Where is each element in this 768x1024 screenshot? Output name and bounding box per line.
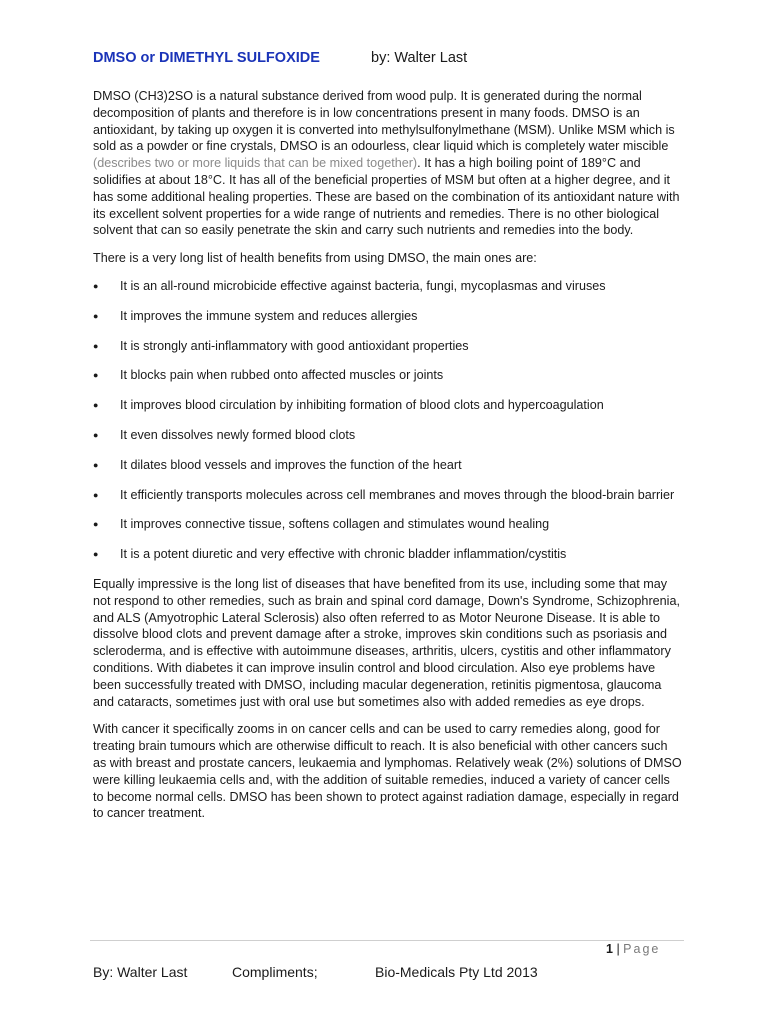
list-item-text: It improves blood circulation by inhibiting formation of blood clots and hypercoagulation <box>120 398 604 413</box>
list-item-text: It is an all-round microbicide effective against bacteria, fungi, mycoplasmas and viruses <box>120 278 606 293</box>
list-item-text: It dilates blood vessels and improves the function of the heart <box>120 457 462 472</box>
document-title: DMSO or DIMETHYL SULFOXIDE <box>93 50 320 66</box>
list-item <box>93 278 683 295</box>
header-row <box>93 50 468 66</box>
list-item <box>93 546 683 563</box>
list-item <box>93 367 683 384</box>
benefits-list <box>93 278 683 563</box>
page-number <box>606 942 660 956</box>
list-item <box>93 397 683 414</box>
list-item <box>93 308 683 325</box>
footer-divider <box>90 940 684 941</box>
miscible-definition: (describes two or more liquids that can be mixed together) <box>93 156 418 171</box>
list-item-text: It is strongly anti-inflammatory with good antioxidant properties <box>120 338 469 353</box>
footer-author: By: Walter Last <box>93 964 188 980</box>
author-byline: by: Walter Last <box>371 50 468 66</box>
document-body <box>93 88 683 833</box>
intro-text-b: . It has a high boiling point of 189°C and solidifies at about 18°C. It has all of the beneficial properties of MSM but often at a higher degree, and it has some additional healing properties. These are based on the combination of its antioxidant nature with its excellent solvent properties for a wide range of nutrients and remedies. There is no other biological solvent that can so easily penetrate the skin and carry such nutrients and remedies into the body. <box>93 156 680 238</box>
bullet-icon: ● <box>93 489 99 500</box>
bullet-icon: ● <box>93 429 99 440</box>
bullet-icon: ● <box>93 519 99 530</box>
footer-company: Bio-Medicals Pty Ltd 2013 <box>375 964 538 980</box>
list-item <box>93 516 683 533</box>
page-number-value: 1 <box>606 942 613 956</box>
bullet-icon: ● <box>93 310 99 321</box>
list-item-text: It even dissolves newly formed blood clots <box>120 427 356 442</box>
list-item-text: It is a potent diuretic and very effective with chronic bladder inflammation/cystitis <box>120 547 567 562</box>
footer-compliments: Compliments; <box>232 964 318 980</box>
bullet-icon: ● <box>93 400 99 411</box>
bullet-icon: ● <box>93 549 99 560</box>
list-intro: There is a very long list of health benefits from using DMSO, the main ones are: <box>93 251 537 266</box>
list-item <box>93 427 683 444</box>
list-item <box>93 487 683 504</box>
list-item-text: It improves connective tissue, softens collagen and stimulates wound healing <box>120 517 550 532</box>
diseases-paragraph: Equally impressive is the long list of diseases that have benefited from its use, including some that may not respond to other remedies, such as brain and spinal cord damage, Down's Syndrome, Schizophrenia, and ALS (Amyotrophic Lateral Sclerosis) also often referred to as Motor Neurone Disease. It is able to dissolve blood clots and prevent damage after a stroke, improves skin conditions such as psoriasis and scleroderma, and is effective with autoimmune diseases, arthritis, ulcers, cystitis and other inflammatory conditions. With diabetes it can improve insulin control and blood circulation. Also eye problems have been successfully treated with DMSO, including macular degeneration, retinitis pigmentosa, glaucoma and cataracts, sometimes just with oral use but sometimes also with added remedies as eye drops. <box>93 576 680 709</box>
page-number-separator: | <box>616 942 620 956</box>
list-item <box>93 457 683 474</box>
list-item-text: It improves the immune system and reduces allergies <box>120 308 418 323</box>
list-item-text: It blocks pain when rubbed onto affected muscles or joints <box>120 368 444 383</box>
page-number-label: Page <box>623 942 661 956</box>
list-item-text: It efficiently transports molecules across cell membranes and moves through the blood-brain barrier <box>120 487 675 502</box>
list-item <box>93 338 683 355</box>
bullet-icon: ● <box>93 340 99 351</box>
intro-paragraph <box>93 88 683 239</box>
cancer-paragraph: With cancer it specifically zooms in on cancer cells and can be used to carry remedies along, good for treating brain tumours which are otherwise difficult to reach. It is also beneficial with other cancers such as with breast and prostate cancers, leukaemia and lymphomas. Relatively weak (2%) solutions of DMSO were killing leukaemia cells and, with the addition of suitable remedies, induced a variety of cancer cells to become normal cells. DMSO has been shown to protect against radiation damage, especially in regard to cancer treatment. <box>93 722 682 821</box>
bullet-icon: ● <box>93 370 99 381</box>
bullet-icon: ● <box>93 280 99 291</box>
bullet-icon: ● <box>93 459 99 470</box>
intro-text-a: DMSO (CH3)2SO is a natural substance derived from wood pulp. It is generated during the normal decomposition of plants and therefore is in low concentrations present in many foods. DMSO is an antioxidant, by taking up oxygen it is converted into methylsulfonylmethane (MSM). Unlike MSM which is sold as a powder or fine crystals, DMSO is an odourless, clear liquid which is completely water miscible <box>93 89 675 154</box>
